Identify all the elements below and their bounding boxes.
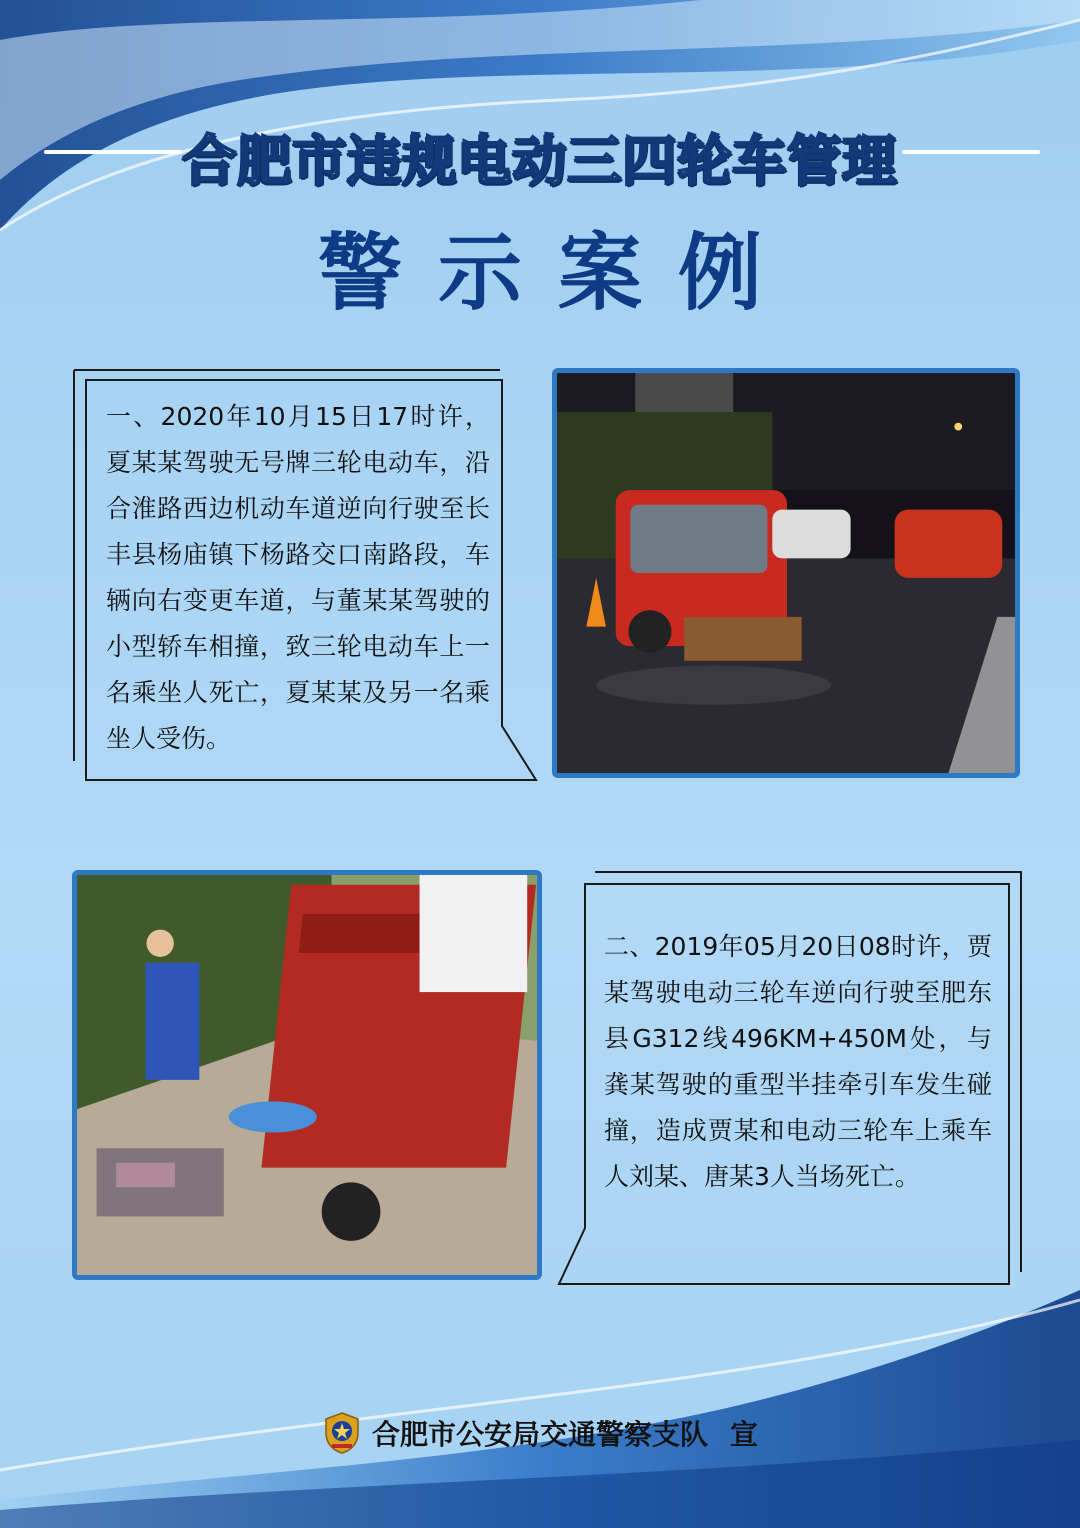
night-crash-photo (557, 373, 1015, 773)
case-2-description: 二、2019年05月20日08时许，贾某驾驶电动三轮车逆向行驶至肥东县G312线496KM+450M处，与龚某驾驶的重型半挂牵引车发生碰撞，造成贾某和电动三轮车上乘车人刘某、唐某3人当场死亡。 (604, 932, 992, 1191)
roadside-crash-photo (77, 875, 537, 1275)
case-1-photo (552, 368, 1020, 778)
police-emblem-icon (322, 1411, 362, 1455)
page-subtitle: 警示案例 (317, 224, 798, 322)
publicity-mark: 宣 (730, 1418, 759, 1451)
case-1-description: 一、2020年10月15日17时许，夏某某驾驶无号牌三轮电动车，沿合淮路西边机动车道逆向行驶至长丰县杨庙镇下杨路交口南路段，车辆向右变更车道，与董某某驾驶的小型轿车相撞，致三轮电动车上一名乘坐人死亡，夏某某及另一名乘坐人受伤。 (106, 402, 490, 753)
title-rule-right (902, 150, 1040, 154)
footer (0, 1408, 1080, 1458)
page-title: 合肥市违规电动三四轮车管理 (182, 129, 898, 192)
title-rule-left (44, 150, 182, 154)
case-2-photo (72, 870, 542, 1280)
issuing-organization: 合肥市公安局交通警察支队 (371, 1418, 708, 1451)
